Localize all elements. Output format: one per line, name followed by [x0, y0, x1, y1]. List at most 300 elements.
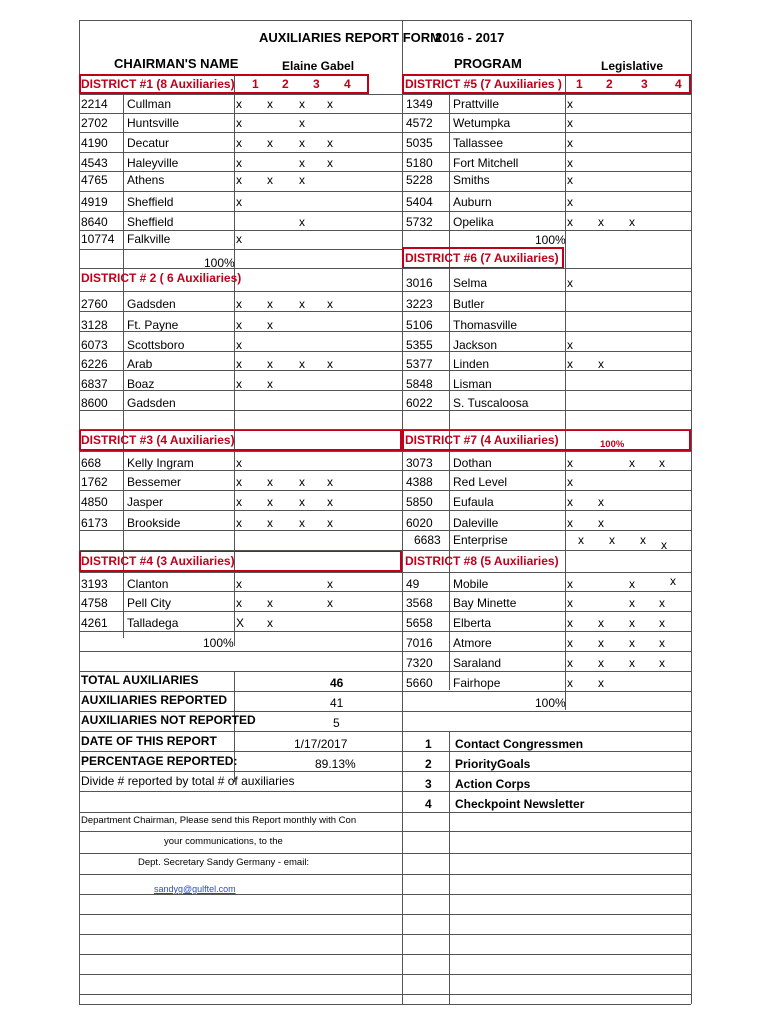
- chairman-label: CHAIRMAN'S NAME: [114, 56, 239, 71]
- form-title: AUXILIARIES REPORT FORM: [259, 30, 442, 45]
- auxiliary-number: 4190: [81, 136, 108, 150]
- auxiliary-number: 5850: [406, 495, 433, 509]
- auxiliary-number: 5035: [406, 136, 433, 150]
- program-2-check: x: [267, 97, 273, 111]
- left-program-col-4: 4: [344, 77, 351, 91]
- program-1-check: x: [578, 533, 584, 547]
- auxiliary-name: Kelly Ingram: [127, 456, 194, 470]
- program-3-check: x: [299, 475, 305, 489]
- program-1-check: x: [567, 616, 573, 630]
- grid-row-line-left: [79, 631, 402, 632]
- grid-row-line-right: [402, 311, 691, 312]
- auxiliary-number: 5106: [406, 318, 433, 332]
- right-program-col-1: 1: [576, 77, 583, 91]
- grid-row-line-left: [79, 591, 402, 592]
- grid-row-line-left: [79, 311, 402, 312]
- district1-percent: 100%: [204, 256, 235, 270]
- not-reported-value: 5: [333, 716, 340, 730]
- frame-mid-left-line: [402, 20, 403, 1004]
- auxiliary-number: 5355: [406, 338, 433, 352]
- grid-row-line-right: [402, 572, 691, 573]
- program-label: PROGRAM: [454, 56, 522, 71]
- program-3-check: x: [299, 116, 305, 130]
- grid-row-line-left: [79, 291, 402, 292]
- frame-bottom-line: [79, 1004, 691, 1005]
- program-2-check: x: [598, 495, 604, 509]
- auxiliary-name: Arab: [127, 357, 153, 371]
- program-1-check: x: [567, 173, 573, 187]
- auxiliary-name: Jasper: [127, 495, 164, 509]
- program-4-check: x: [327, 136, 333, 150]
- grid-row-line-left: [79, 510, 402, 511]
- program-4-check: x: [327, 596, 333, 610]
- district4-percent: 100%: [203, 636, 234, 650]
- auxiliary-number: 5377: [406, 357, 433, 371]
- program-1-check: x: [236, 97, 242, 111]
- program-1-check: x: [236, 232, 242, 246]
- grid-row-line-right: [402, 510, 691, 511]
- auxiliary-number: 668: [81, 456, 102, 470]
- grid-row-line-left: [79, 914, 402, 915]
- program-3-check: x: [299, 516, 305, 530]
- legend-number: 2: [425, 757, 432, 771]
- program-1-check: x: [236, 377, 242, 391]
- email-link[interactable]: sandyg@gulftel.com: [154, 884, 236, 894]
- grid-row-line-right: [402, 230, 691, 231]
- district3-header: DISTRICT #3 (4 Auxiliaries): [81, 433, 235, 447]
- grid-row-line-left: [79, 490, 402, 491]
- grid-row-line-right: [402, 914, 691, 915]
- frame-right-line: [691, 20, 692, 1004]
- grid-row-line-left: [79, 711, 402, 712]
- grid-row-line-left: [79, 651, 402, 652]
- program-4-check: x: [327, 516, 333, 530]
- grid-row-line-left: [79, 731, 402, 732]
- report-date-label: DATE OF THIS REPORT: [81, 734, 217, 748]
- grid-row-line-right: [402, 370, 691, 371]
- auxiliary-name: Fairhope: [453, 676, 501, 690]
- auxiliary-number: 6683: [414, 533, 441, 547]
- program-1-check: x: [567, 156, 573, 170]
- auxiliary-number: 3193: [81, 577, 108, 591]
- program-2-check: x: [267, 516, 273, 530]
- legend-col-line: [449, 732, 450, 1004]
- legend-number: 4: [425, 797, 432, 811]
- auxiliary-number: 3016: [406, 276, 433, 290]
- auxiliary-name: Butler: [453, 297, 485, 311]
- program-1-check: x: [567, 276, 573, 290]
- auxiliary-name: Enterprise: [453, 533, 508, 547]
- grid-row-line-right: [402, 390, 691, 391]
- grid-row-line-left: [79, 611, 402, 612]
- auxiliary-number: 3073: [406, 456, 433, 470]
- auxiliary-number: 8640: [81, 215, 108, 229]
- grid-row-line-right: [402, 812, 691, 813]
- auxiliary-name: Daleville: [453, 516, 499, 530]
- auxiliary-name: Pell City: [127, 596, 172, 610]
- auxiliary-name: Falkville: [127, 232, 171, 246]
- grid-row-line-right: [402, 791, 691, 792]
- auxiliary-name: Auburn: [453, 195, 492, 209]
- auxiliary-number: 7016: [406, 636, 433, 650]
- program-2-check: x: [598, 357, 604, 371]
- program-1-check: x: [236, 357, 242, 371]
- program-2-check: x: [598, 616, 604, 630]
- legend-label: Contact Congressmen: [455, 737, 584, 751]
- auxiliary-name: Huntsville: [127, 116, 180, 130]
- auxiliary-name: Scottsboro: [127, 338, 185, 352]
- grid-row-line-right: [402, 191, 691, 192]
- grid-row-line-left: [79, 451, 402, 452]
- grid-row-line-right: [402, 211, 691, 212]
- program-2-check: x: [267, 495, 273, 509]
- program-1-check: x: [567, 676, 573, 690]
- auxiliary-number: 1349: [406, 97, 433, 111]
- right-program-col-4: 4: [675, 77, 682, 91]
- grid-row-line-right: [402, 651, 691, 652]
- auxiliary-name: Eufaula: [453, 495, 494, 509]
- grid-row-line-right: [402, 94, 691, 95]
- legend-number: 3: [425, 777, 432, 791]
- program-3-check: x: [299, 97, 305, 111]
- grid-row-line-right: [402, 132, 691, 133]
- program-3-check: x: [299, 173, 305, 187]
- program-2-check: x: [598, 215, 604, 229]
- auxiliary-number: 4919: [81, 195, 108, 209]
- auxiliary-number: 4261: [81, 616, 108, 630]
- footer-instruction-line2: your communications, to the: [164, 836, 283, 847]
- program-1-check: x: [236, 456, 242, 470]
- footer-instruction-line1: Department Chairman, Please send this Report monthly with Con: [81, 815, 357, 826]
- grid-row-line-left: [79, 429, 402, 430]
- grid-row-line-right: [402, 530, 691, 531]
- grid-row-line-left: [79, 230, 402, 231]
- grid-row-line-left: [79, 853, 402, 854]
- grid-row-line-right: [402, 731, 691, 732]
- grid-row-line-left: [79, 370, 402, 371]
- program-3-check: x: [629, 577, 635, 591]
- grid-row-line-left: [79, 572, 402, 573]
- auxiliary-name: Selma: [453, 276, 488, 290]
- program-1-check: x: [567, 656, 573, 670]
- auxiliary-number: 3568: [406, 596, 433, 610]
- auxiliary-name: Gadsden: [127, 396, 176, 410]
- auxiliary-name: Bessemer: [127, 475, 182, 489]
- grid-row-line-left: [79, 191, 402, 192]
- auxiliaries-reported-value: 41: [330, 696, 344, 710]
- auxiliary-number: 3223: [406, 297, 433, 311]
- grid-row-line-right: [402, 429, 691, 430]
- grid-row-line-right: [402, 113, 691, 114]
- grid-row-line-left: [79, 94, 402, 95]
- program-4-check: x: [659, 456, 665, 470]
- program-1-check: x: [567, 495, 573, 509]
- auxiliary-number: 5732: [406, 215, 433, 229]
- auxiliary-number: 2760: [81, 297, 108, 311]
- auxiliary-name: Haleyville: [127, 156, 179, 170]
- not-reported-label: AUXILIARIES NOT REPORTED: [81, 713, 256, 727]
- auxiliary-number: 4850: [81, 495, 108, 509]
- grid-row-line-left: [79, 894, 402, 895]
- left-program-col-1: 1: [252, 77, 259, 91]
- auxiliary-number: 1762: [81, 475, 108, 489]
- program-3-check: x: [299, 136, 305, 150]
- auxiliary-number: 6173: [81, 516, 108, 530]
- program-1-check: x: [236, 116, 242, 130]
- program-1-check: x: [236, 156, 242, 170]
- auxiliary-name: Jackson: [453, 338, 498, 352]
- auxiliary-number: 4758: [81, 596, 108, 610]
- auxiliary-number: 5180: [406, 156, 433, 170]
- grid-row-line-left: [79, 831, 402, 832]
- program-1-check: x: [236, 495, 242, 509]
- grid-row-line-left: [79, 771, 402, 772]
- grid-row-line-left: [79, 410, 402, 411]
- auxiliary-number: 4765: [81, 173, 108, 187]
- program-1-check: x: [567, 475, 573, 489]
- grid-row-line-left: [79, 934, 402, 935]
- frame-top-line: [79, 20, 691, 21]
- program-4-check: x: [327, 475, 333, 489]
- auxiliary-name: Saraland: [453, 656, 502, 670]
- grid-row-line-left: [79, 249, 402, 250]
- auxiliary-name: Linden: [453, 357, 490, 371]
- program-4-check: x: [661, 538, 667, 552]
- auxiliary-name: Decatur: [127, 136, 170, 150]
- grid-row-line-right: [402, 711, 691, 712]
- grid-row-line-left: [79, 171, 402, 172]
- grid-row-line-left: [79, 550, 402, 551]
- program-3-check: x: [629, 636, 635, 650]
- auxiliary-number: 5228: [406, 173, 433, 187]
- program-4-check: x: [327, 577, 333, 591]
- grid-row-line-right: [402, 331, 691, 332]
- grid-row-line-right: [402, 410, 691, 411]
- program-1-check: x: [236, 318, 242, 332]
- grid-row-line-left: [79, 994, 402, 995]
- program-4-check: x: [659, 636, 665, 650]
- program-1-check: x: [567, 136, 573, 150]
- district8-header: DISTRICT #8 (5 Auxiliaries): [405, 554, 559, 568]
- grid-row-line-left: [79, 974, 402, 975]
- right-name-col-line: [565, 74, 566, 710]
- auxiliary-name: Mobile: [453, 577, 489, 591]
- grid-row-line-right: [402, 831, 691, 832]
- grid-row-line-right: [402, 853, 691, 854]
- auxiliary-number: 10774: [81, 232, 115, 246]
- form-year: 2016 - 2017: [435, 30, 505, 45]
- program-2-check: x: [598, 656, 604, 670]
- auxiliary-number: 6226: [81, 357, 108, 371]
- auxiliary-name: Tallassee: [453, 136, 504, 150]
- grid-row-line-right: [402, 451, 691, 452]
- auxiliary-name: Bay Minette: [453, 596, 517, 610]
- grid-row-line-left: [79, 530, 402, 531]
- district6-header: DISTRICT #6 (7 Auxiliaries): [405, 251, 559, 265]
- program-2-check: x: [267, 596, 273, 610]
- grid-row-line-left: [79, 211, 402, 212]
- program-2-check: x: [609, 533, 615, 547]
- auxiliary-name: Athens: [127, 173, 165, 187]
- auxiliary-name: Wetumpka: [453, 116, 511, 130]
- auxiliary-number: 2214: [81, 97, 108, 111]
- report-date-value: 1/17/2017: [294, 737, 348, 751]
- district7-percent: 100%: [600, 439, 625, 450]
- grid-row-line-right: [402, 751, 691, 752]
- auxiliary-number: 4543: [81, 156, 108, 170]
- program-1-check: x: [567, 577, 573, 591]
- program-2-check: x: [598, 676, 604, 690]
- grid-row-line-left: [79, 113, 402, 114]
- program-1-check: x: [567, 338, 573, 352]
- program-2-check: x: [267, 357, 273, 371]
- grid-row-line-right: [402, 611, 691, 612]
- grid-row-line-right: [402, 691, 691, 692]
- program-2-check: x: [267, 136, 273, 150]
- program-1-check: x: [567, 215, 573, 229]
- grid-row-line-left: [79, 351, 402, 352]
- grid-row-line-right: [402, 152, 691, 153]
- grid-row-line-left: [79, 954, 402, 955]
- right-num-col-line: [449, 94, 450, 690]
- program-4-check: x: [670, 574, 676, 588]
- program-1-check: x: [567, 195, 573, 209]
- grid-row-line-left: [79, 874, 402, 875]
- program-3-check: x: [299, 357, 305, 371]
- auxiliary-name: Fort Mitchell: [453, 156, 519, 170]
- program-3-check: x: [640, 533, 646, 547]
- auxiliary-name: Clanton: [127, 577, 169, 591]
- auxiliary-number: 2702: [81, 116, 108, 130]
- percentage-reported-label: PERCENTAGE REPORTED:: [81, 754, 238, 768]
- grid-row-line-left: [79, 470, 402, 471]
- auxiliary-number: 6020: [406, 516, 433, 530]
- frame-left-line: [79, 20, 80, 1004]
- program-2-check: x: [267, 377, 273, 391]
- left-program-col-3: 3: [313, 77, 320, 91]
- grid-row-line-right: [402, 771, 691, 772]
- total-auxiliaries-label: TOTAL AUXILIARIES: [81, 673, 199, 687]
- auxiliary-name: Thomasville: [453, 318, 518, 332]
- program-1-check: x: [236, 297, 242, 311]
- legend-label: PriorityGoals: [455, 757, 531, 771]
- grid-row-line-left: [79, 791, 402, 792]
- auxiliary-number: 6837: [81, 377, 108, 391]
- grid-row-line-right: [402, 894, 691, 895]
- program-1-check: x: [236, 136, 242, 150]
- grid-row-line-right: [402, 954, 691, 955]
- district4-header: DISTRICT #4 (3 Auxiliaries): [81, 554, 235, 568]
- grid-row-line-left: [79, 390, 402, 391]
- program-3-check: x: [629, 456, 635, 470]
- auxiliary-name: Red Level: [453, 475, 508, 489]
- program-1-check: X: [236, 616, 245, 630]
- program-1-check: x: [236, 596, 242, 610]
- auxiliary-name: Sheffield: [127, 215, 174, 229]
- program-1-check: x: [567, 97, 573, 111]
- auxiliary-name: Opelika: [453, 215, 494, 229]
- grid-row-line-left: [79, 671, 402, 672]
- program-1-check: x: [236, 577, 242, 591]
- program-3-check: x: [299, 215, 305, 229]
- auxiliary-name: Talladega: [127, 616, 179, 630]
- percentage-reported-value: 89.13%: [315, 757, 356, 771]
- program-4-check: x: [659, 596, 665, 610]
- program-2-check: x: [267, 475, 273, 489]
- grid-row-line-right: [402, 631, 691, 632]
- auxiliary-name: Brookside: [127, 516, 181, 530]
- grid-row-line-right: [402, 268, 691, 269]
- auxiliary-number: 3128: [81, 318, 108, 332]
- auxiliary-name: Prattville: [453, 97, 500, 111]
- program-1-check: x: [567, 636, 573, 650]
- grid-row-line-left: [79, 751, 402, 752]
- program-4-check: x: [327, 97, 333, 111]
- divide-note: Divide # reported by total # of auxiliaries: [81, 774, 295, 788]
- grid-row-line-right: [402, 470, 691, 471]
- grid-row-line-right: [402, 874, 691, 875]
- right-program-col-2: 2: [606, 77, 613, 91]
- program-1-check: x: [567, 357, 573, 371]
- auxiliary-name: Dothan: [453, 456, 492, 470]
- district5-header: DISTRICT #5 (7 Auxiliaries ): [405, 77, 562, 91]
- program-2-check: x: [267, 297, 273, 311]
- total-auxiliaries-value: 46: [330, 676, 344, 690]
- program-4-check: x: [659, 616, 665, 630]
- program-2-check: x: [267, 318, 273, 332]
- auxiliary-number: 8600: [81, 396, 108, 410]
- auxiliary-name: Gadsden: [127, 297, 176, 311]
- grid-row-line-right: [402, 351, 691, 352]
- program-2-check: x: [598, 636, 604, 650]
- auxiliary-name: Boaz: [127, 377, 155, 391]
- auxiliary-name: Cullman: [127, 97, 172, 111]
- program-4-check: x: [327, 156, 333, 170]
- auxiliaries-reported-label: AUXILIARIES REPORTED: [81, 693, 228, 707]
- district7-header: DISTRICT #7 (4 Auxiliaries): [405, 433, 559, 447]
- auxiliary-number: 6022: [406, 396, 433, 410]
- auxiliary-number: 6073: [81, 338, 108, 352]
- program-1-check: x: [236, 195, 242, 209]
- auxiliary-name: Sheffield: [127, 195, 174, 209]
- program-1-check: x: [567, 596, 573, 610]
- right-program-col-3: 3: [641, 77, 648, 91]
- grid-row-line-right: [402, 934, 691, 935]
- auxiliary-number: 5658: [406, 616, 433, 630]
- grid-row-line-right: [402, 974, 691, 975]
- left-program-col-2: 2: [282, 77, 289, 91]
- program-2-check: x: [267, 616, 273, 630]
- grid-row-line-left: [79, 331, 402, 332]
- district5-percent: 100%: [535, 233, 566, 247]
- program-3-check: x: [629, 215, 635, 229]
- legend-label: Checkpoint Newsletter: [455, 797, 585, 811]
- grid-row-line-right: [402, 490, 691, 491]
- district8-percent: 100%: [535, 696, 566, 710]
- grid-row-line-left: [79, 268, 402, 269]
- auxiliary-number: 5404: [406, 195, 433, 209]
- program-1-check: x: [236, 173, 242, 187]
- auxiliary-name: Elberta: [453, 616, 492, 630]
- program-1-check: x: [567, 516, 573, 530]
- district2-header: DISTRICT # 2 ( 6 Auxiliaries): [81, 271, 242, 285]
- grid-row-line-left: [79, 152, 402, 153]
- program-2-check: x: [267, 173, 273, 187]
- grid-row-line-left: [79, 691, 402, 692]
- auxiliary-name: S. Tuscaloosa: [453, 396, 529, 410]
- program-3-check: x: [629, 656, 635, 670]
- program-2-check: x: [598, 516, 604, 530]
